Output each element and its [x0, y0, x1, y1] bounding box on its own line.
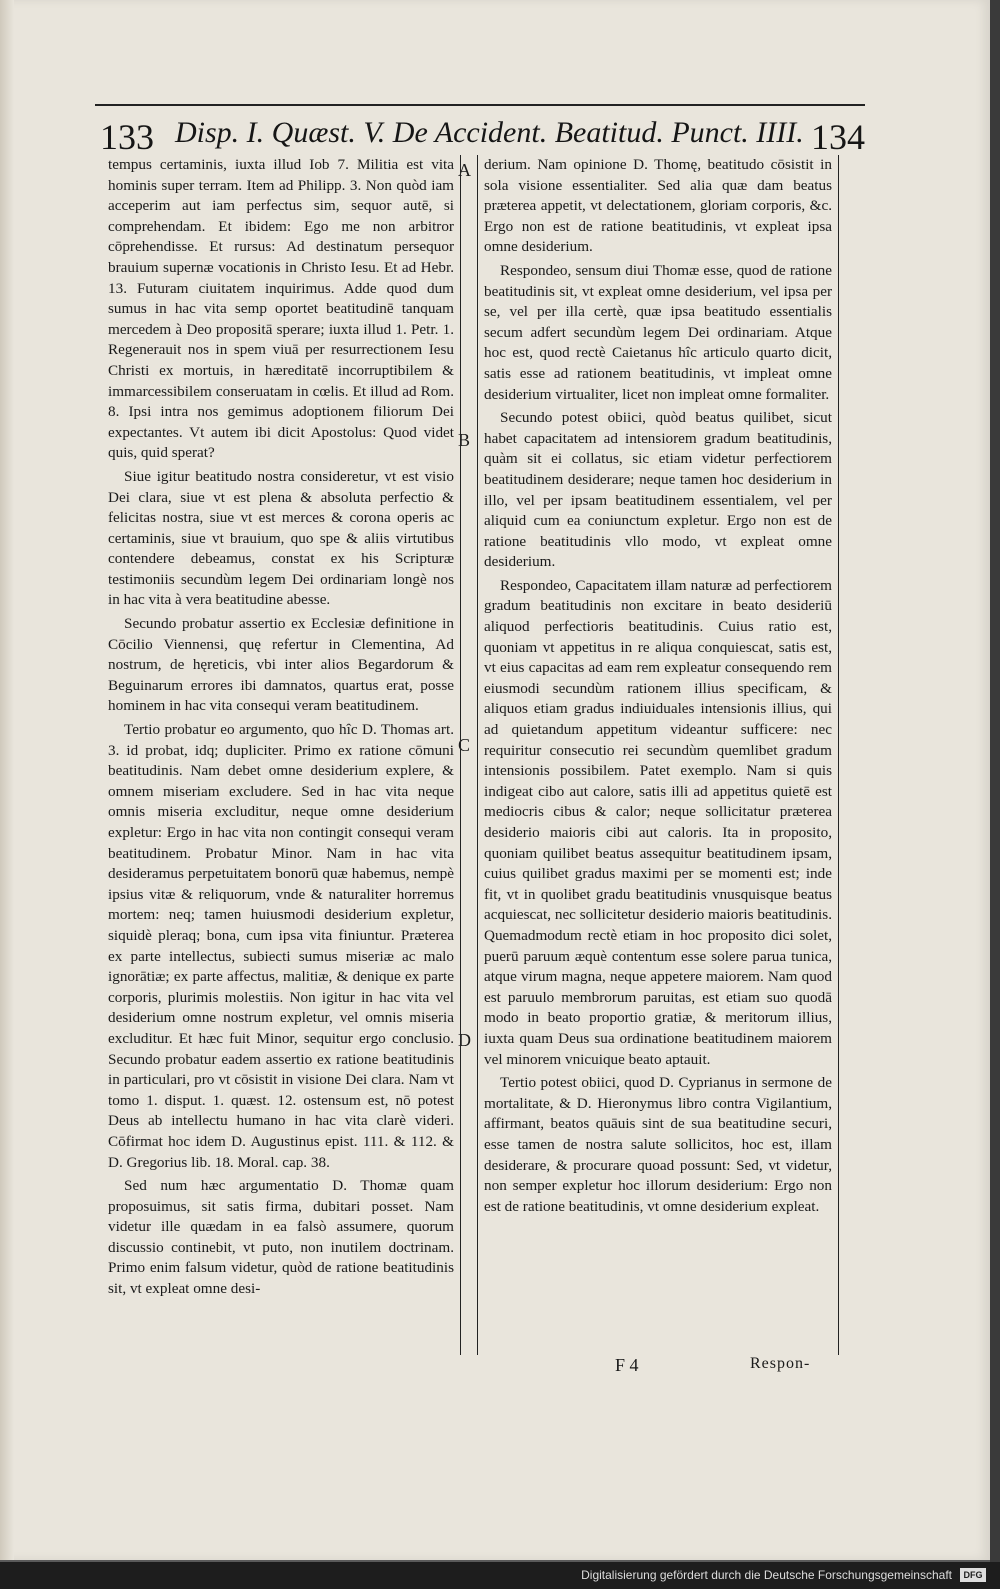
- page-number-right: 134: [811, 117, 865, 157]
- scan-edge: [990, 0, 1000, 1589]
- margin-letter-d: D: [458, 1030, 471, 1050]
- margin-letter-b: B: [458, 430, 471, 450]
- paragraph: tempus certaminis, iuxta illud Iob 7. Militia est vita hominis super terram. Item ad Philipp. 3. Non quòd iam acceperim aut iam perfectus sim, sequor autē, si comprehendam. Et ibidem: Ego me non arbitror cōprehendisse. Et rursus: Ad destinatum persequor brauium supernæ vocationis in Christo Iesu. Et ad Hebr. 13. Futuram ciuitatem inquirimus. Adde quod dum sumus in hac vita semp oportet beatitudinē tanquam mercedem à Deo propositā sperare; iuxta illud 1. Petr. 1. Regenerauit nos in spem viuā per resurrectionem Iesu Christi ex mortuis, in hæreditatē incorruptibilem & immarcessibilem conseruatam in cœlis. Et illud ad Rom. 8. Ipsi intra nos gemimus adoptionem filiorum Dei expectantes. Vt autem ibi dicit Apostolus: Quod videt quis, quid sperat?: [108, 156, 454, 462]
- left-text-column: [108, 155, 461, 1355]
- paragraph: Secundo probatur assertio ex Ecclesiæ definitione in Cōcilio Viennensi, quę refertur in Clementina, Ad nostrum, de hęreticis, vbi inter alios Begardorum & Beguinarum errores ibi damnatos, quartus erat, posse hominem in hac vita consequi veram beatitudinem.: [108, 615, 454, 715]
- page-number-left: 133: [100, 117, 154, 157]
- margin-letter-a: A: [458, 160, 471, 180]
- running-title: Disp. I. Quæst. V. De Accident. Beatitud. Punct. IIII.: [175, 116, 804, 149]
- margin-letter-c: C: [458, 735, 471, 755]
- paragraph: Siue igitur beatitudo nostra consideretur, vt est visio Dei clara, siue vt est plena & absoluta perfectio & felicitas nostra, siue vt est merces & corona operis ac certaminis, siue vt brauium, quo spe & aliis virtutibus contendere debeamus, constat ex his Scripturæ testimoniis secundùm legem Dei ordinariam longè nos in hac vita à vera beatitudine abesse.: [108, 467, 454, 609]
- signature-mark: F 4: [615, 1355, 639, 1375]
- catchword: Respon-: [750, 1355, 811, 1372]
- paragraph: Tertio potest obiici, quod D. Cyprianus in sermone de mortalitate, & D. Hieronymus libro contra Vigilantium, affirmant, beatos quāuis sint de sua beatitudine securi, esse tamen de nostra salute sollicitos, hoc est, illam desiderare, & procurare quoad possunt: Sed, vt videtur, non semper expletur hoc illorum desiderium: Ergo non est de ratione beatitudinis, vt omne desiderium expleat.: [484, 1074, 832, 1215]
- running-header: [95, 104, 865, 156]
- dfg-footer-bar: [0, 1562, 1000, 1589]
- dfg-notice: Digitalisierung gefördert durch die Deutsche Forschungsgemeinschaft: [581, 1568, 952, 1582]
- paragraph: Respondeo, sensum diui Thomæ esse, quod de ratione beatitudinis sit, vt expleat omne desiderium, vel ipsa per se, vel per illa certè, quæ ipsa beatitudo essentialis secum adfert secundùm legem Dei ordinariam. Atque hoc est, quod rectè Caietanus hîc articulo quarto dicit, satis esse ad rationem beatitudinis, vt impleat omne desiderium virtualiter, licet non impleat omne formaliter.: [484, 261, 832, 403]
- right-text-column: [477, 155, 839, 1355]
- paragraph: Tertio probatur eo argumento, quo hîc D. Thomas art. 3. id probat, idq; dupliciter. Primo ex ratione cōmuni beatitudinis. Nam debet omne desiderium explere, & omnem miseriam excludere. Sed in hac vita neque omnis miseria excluditur, neque omne desiderium expletur: Ergo in hac vita non contingit consequi veram beatitudinem. Probatur Minor. Nam in hac vita desideramus perpetuitatem bonorū quæ habemus, nempè ipsius vitæ & reliquorum, vnde & naturaliter horremus mortem: neq; tamen huiusmodi desiderium expletur, siquidè pleraq; bona, cum ipsa vita finiuntur. Præterea ex parte intellectus, subiecti sumus miseriæ ac malo ignorātiæ; ex parte affectus, malitiæ, & denique ex parte corporis, plurimis molestiis. Non igitur in hac vita vel desiderium omne nostrum expletur, vel omnis miseria excluditur. Et hæc fuit Minor, sequitur ergo conclusio. Secundo probatur eadem assertio ex ratione beatitudinis in particulari, pro vt cōsistit in visione Dei clara. Nam vt tomo 1. disput. 1. quæst. 12. ostensum est, nō potest Deus ab intellectu humano in hac vita clarè videri. Cōfirmat hoc idem D. Augustinus epist. 111. & 112. & D. Gregorius lib. 18. Moral. cap. 38.: [108, 721, 454, 1171]
- page-spine-shadow: [0, 0, 14, 1560]
- paragraph: Sed num hæc argumentatio D. Thomæ quam proposuimus, sit satis firma, dubitari posset. Nam videtur ille quædam in ea falsò assumere, quorum discussio continebit, vt puto, non inutilem doctrinam. Primo enim falsum videtur, quòd de ratione beatitudinis sit, vt expleat omne desi-: [108, 1177, 454, 1298]
- paragraph: Secundo potest obiici, quòd beatus quilibet, sicut habet capacitatem ad intensiorem gradum beatitudinis, quàm sit ei collatus, sic etiam videtur perfectiorem beatitudinem desiderare; neque tamen hoc desiderium in illo, vel per ipsam beatitudinem essentialem, vel per aliquid cum ea coniunctum expletur. Ergo non est de ratione beatitudinis vllo modo, vt expleat omne desiderium.: [484, 409, 832, 571]
- dfg-logo-icon: DFG: [960, 1568, 986, 1582]
- paragraph: derium. Nam opinione D. Thomę, beatitudo cōsistit in sola visione essentialiter. Sed alia quæ dam beatus præterea appetit, vt delectationem, gloriam corporis, &c. Ergo non est de ratione beatitudinis, vt expleat ipsa omne desiderium.: [484, 156, 832, 256]
- paragraph: Respondeo, Capacitatem illam naturæ ad perfectiorem gradum beatitudinis non excitare in beato desideriū aliquod perfectioris beatitudinis. Cuius ratio est, quoniam vt appetitus in re aliqua conquiescat, satis est, vt eius capacitas ad eam rem expleatur consequendo rem eiusmodi secundùm rationem illius specificam, & aliquos etiam gradus indiuiduales intensionis illius, qui ad quietandum appetitum videantur sufficere: nec requiritur consecutio rei secundùm quemlibet gradum intensionis possibilem. Patet exemplo. Nam si quis indigeat cibo aut calore, satis illi ad appetitus quietē est mediocris cibus & calor; neque sollicitatur præterea desiderio maioris cibi aut caloris. Ita in proposito, quoniam quilibet beatus assequitur beatitudinem ipsam, cuius quilibet gradus maximi per se momenti est; inde fit, vt in quolibet gradu beatitudinis vnusquisque beatus acquiescat, nec sollicitetur desiderio maioris beatitudinis. Quemadmodum rectè etiam in hoc proposito dici solet, puerū paruum æquè contentum esse solere parua tunica, atque virum magna, neque appetere maiorem. Nam quod est paruulo membrorum paruitas, est etiam suo quodā modo in beato proportio gratiæ, & meritorum illius, iuxta quam Deus sua ordinatione beatitudinem maiorem vel minorem vnicuique beato aptauit.: [484, 576, 832, 1068]
